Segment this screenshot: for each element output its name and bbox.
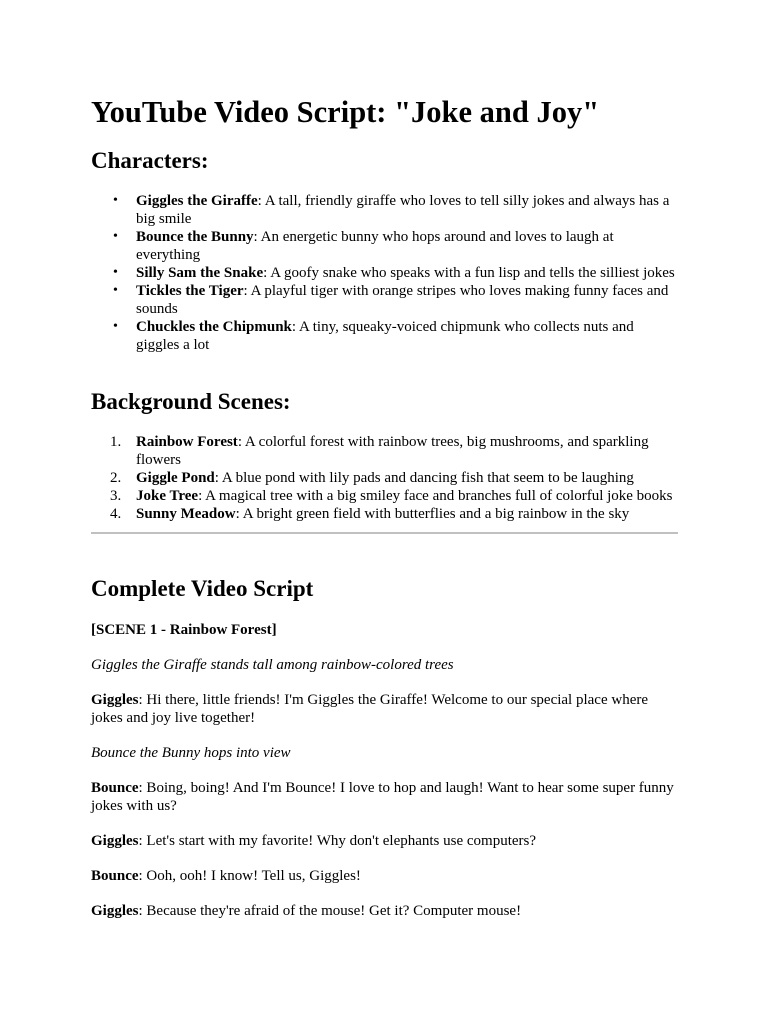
scene-name: Giggle Pond xyxy=(136,470,215,486)
character-name: Silly Sam the Snake xyxy=(136,265,264,281)
character-name: Chuckles the Chipmunk xyxy=(136,319,292,335)
scene-name: Joke Tree xyxy=(136,488,199,504)
section-divider xyxy=(91,532,678,534)
dialogue-line xyxy=(91,779,678,815)
speaker-name: Bounce xyxy=(91,868,139,884)
speaker-name: Bounce xyxy=(91,780,139,796)
list-number: 3. xyxy=(110,488,122,504)
character-name: Giggles the Giraffe xyxy=(136,193,258,209)
stage-direction: Bounce the Bunny hops into view xyxy=(91,745,291,761)
bullet-icon: • xyxy=(113,283,118,298)
list-number: 1. xyxy=(110,434,122,450)
dialogue-text: : Because they're afraid of the mouse! Get it? Computer mouse! xyxy=(138,903,522,919)
scene-item xyxy=(91,433,678,469)
dialogue-line xyxy=(91,832,678,850)
character-description: : A goofy snake who speaks with a fun lisp and tells the silliest jokes xyxy=(263,265,675,281)
character-item xyxy=(91,318,678,354)
bullet-icon: • xyxy=(113,319,118,334)
character-description: : A tall, friendly giraffe who loves to tell silly jokes and always has a big smile xyxy=(136,193,670,227)
page-title: YouTube Video Script: "Joke and Joy" xyxy=(91,95,600,129)
list-number: 2. xyxy=(110,470,122,486)
character-item xyxy=(91,282,678,318)
character-name: Tickles the Tiger xyxy=(136,283,244,299)
scene-name: Sunny Meadow xyxy=(136,506,236,522)
list-number: 4. xyxy=(110,506,122,522)
dialogue-line xyxy=(91,867,678,885)
speaker-name: Giggles xyxy=(91,692,139,708)
scene-item xyxy=(91,487,678,505)
scene-description: : A bright green field with butterflies and a big rainbow in the sky xyxy=(235,506,630,522)
character-item xyxy=(91,264,678,282)
characters-heading: Characters: xyxy=(91,148,209,173)
dialogue-text: : Ooh, ooh! I know! Tell us, Giggles! xyxy=(138,868,361,884)
character-item xyxy=(91,228,678,264)
script-heading: Complete Video Script xyxy=(91,576,314,601)
scene-label: [SCENE 1 - Rainbow Forest] xyxy=(91,622,277,638)
scene-description: : A blue pond with lily pads and dancing fish that seem to be laughing xyxy=(214,470,634,486)
character-name: Bounce the Bunny xyxy=(136,229,254,245)
video-script xyxy=(91,621,678,937)
stage-direction: Giggles the Giraffe stands tall among rainbow-colored trees xyxy=(91,657,454,673)
scene-name: Rainbow Forest xyxy=(136,434,238,450)
dialogue-text: : Boing, boing! And I'm Bounce! I love to hop and laugh! Want to hear some super funny jokes with us? xyxy=(91,780,674,814)
bullet-icon: • xyxy=(113,265,118,280)
scene-description: : A magical tree with a big smiley face and branches full of colorful joke books xyxy=(198,488,673,504)
scene-item xyxy=(91,469,678,487)
character-item xyxy=(91,192,678,228)
bullet-icon: • xyxy=(113,193,118,208)
dialogue-line xyxy=(91,902,678,920)
dialogue-text: : Hi there, little friends! I'm Giggles the Giraffe! Welcome to our special place where jokes and joy live together! xyxy=(91,692,649,726)
dialogue-line xyxy=(91,691,678,727)
dialogue-text: : Let's start with my favorite! Why don't elephants use computers? xyxy=(138,833,537,849)
character-description: : A playful tiger with orange stripes who loves making funny faces and sounds xyxy=(136,283,669,317)
background-scenes-list xyxy=(91,433,678,523)
character-description: : A tiny, squeaky-voiced chipmunk who collects nuts and giggles a lot xyxy=(136,319,634,353)
speaker-name: Giggles xyxy=(91,833,139,849)
scene-item xyxy=(91,505,678,523)
background-scenes-heading: Background Scenes: xyxy=(91,389,291,414)
speaker-name: Giggles xyxy=(91,903,139,919)
bullet-icon: • xyxy=(113,229,118,244)
character-description: : An energetic bunny who hops around and loves to laugh at everything xyxy=(136,229,614,263)
characters-list xyxy=(91,192,678,354)
scene-description: : A colorful forest with rainbow trees, big mushrooms, and sparkling flowers xyxy=(136,434,649,468)
